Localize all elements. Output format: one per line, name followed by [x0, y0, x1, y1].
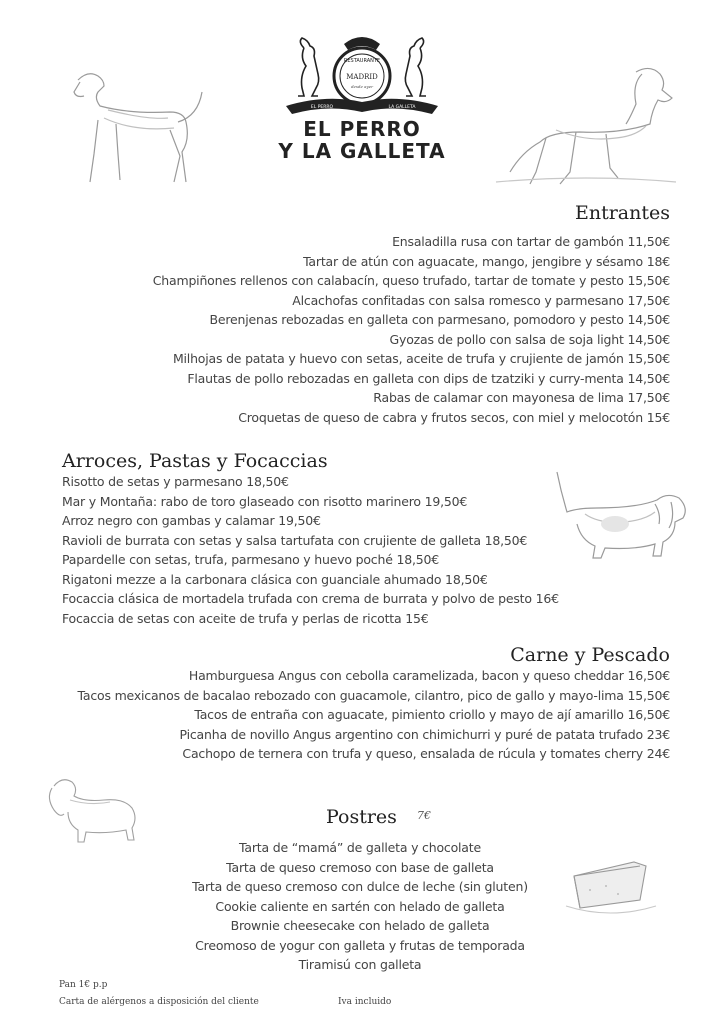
footer-bread-note: Pan 1€ p.p	[59, 980, 108, 990]
menu-item: Gyozas de pollo con salsa de soja light 14,50€	[389, 331, 670, 347]
menu-item: Tartar de atún con aguacate, mango, jengibre y sésamo 18€	[303, 253, 670, 269]
menu-item: Tacos mexicanos de bacalao rebozado con guacamole, cilantro, pico de gallo y mayo-lima 15,50€	[77, 687, 670, 703]
menu-item: Alcachofas confitadas con salsa romesco y parmesano 17,50€	[292, 292, 670, 308]
brand-title	[262, 118, 462, 162]
menu-item: Tiramisú con galleta	[298, 957, 422, 972]
menu-item: Picanha de novillo Angus argentino con chimichurri y puré de patata trufado 23€	[179, 726, 670, 742]
footer-iva-note: Iva incluido	[338, 997, 392, 1007]
menu-item: Focaccia clásica de mortadela trufada con crema de burrata y polvo de pesto 16€	[62, 591, 559, 606]
menu-item: Berenjenas rebozadas en galleta con parmesano, pomodoro y pesto 14,50€	[209, 312, 670, 327]
section-title-postres: Postres	[326, 806, 397, 828]
section-title-carne: Carne y Pescado	[510, 644, 670, 666]
section-title-arroces: Arroces, Pastas y Focaccias	[62, 450, 328, 472]
menu-item: Rigatoni mezze a la carbonara clásica con guanciale ahumado 18,50€	[62, 571, 488, 587]
menu-item: Creomoso de yogur con galleta y frutas de temporada	[195, 937, 525, 953]
setter-dog-illustration	[486, 52, 686, 192]
entrantes-list	[50, 232, 670, 427]
menu-item: Champiñones rellenos con calabacín, queso trufado, tartar de tomate y pesto 15,50€	[152, 273, 670, 288]
menu-item: Tarta de queso cremoso con base de galleta	[226, 859, 494, 875]
menu-item: Croquetas de queso de cabra y frutos secos, con miel y melocotón 15€	[238, 409, 670, 425]
postres-list	[160, 838, 560, 975]
menu-item: Risotto de setas y parmesano 18,50€	[62, 474, 289, 489]
menu-item: Flautas de pollo rebozadas en galleta con dips de tzatziki y curry-menta 14,50€	[187, 370, 670, 386]
crest-top-text: RESTAURANTE	[343, 58, 381, 64]
menu-item: Tarta de queso cremoso con dulce de leche (sin gluten)	[192, 879, 528, 894]
menu-item: Cachopo de ternera con trufa y queso, ensalada de rúcula y tomates cherry 24€	[182, 746, 670, 761]
menu-item: Milhojas de patata y huevo con setas, aceite de trufa y crujiente de jamón 15,50€	[172, 351, 670, 366]
menu-item: Ensaladilla rusa con tartar de gambón 11,50€	[392, 234, 670, 249]
brand-line-1: EL PERRO	[303, 117, 421, 141]
menu-item: Papardelle con setas, trufa, parmesano y huevo poché 18,50€	[62, 552, 439, 567]
pointer-dog-illustration	[58, 60, 208, 190]
cake-slice-illustration	[560, 850, 660, 920]
footer-allergens-note: Carta de alérgenos a disposición del cliente	[59, 997, 259, 1007]
menu-item: Hamburguesa Angus con cebolla caramelizada, bacon y queso cheddar 16,50€	[188, 668, 670, 683]
crest-ribbon-right: LA GALLETA	[388, 105, 416, 110]
menu-item: Brownie cheesecake con helado de galleta	[230, 918, 490, 933]
menu-item: Cookie caliente en sartén con helado de galleta	[215, 898, 505, 914]
menu-item: Tarta de “mamá” de galleta y chocolate	[239, 840, 481, 855]
crest-city-text: MADRID	[346, 73, 378, 81]
crest-ribbon-left: EL PERRO	[310, 105, 334, 110]
crest-sub-text: desde ayer	[350, 84, 374, 89]
menu-item: Focaccia de setas con aceite de trufa y perlas de ricotta 15€	[62, 610, 429, 626]
postres-price: 7€	[417, 809, 431, 822]
menu-item: Mar y Montaña: rabo de toro glaseado con risotto marinero 19,50€	[62, 493, 468, 509]
carne-list	[10, 666, 670, 764]
section-title-entrantes: Entrantes	[574, 202, 670, 224]
restaurant-crest-logo	[282, 36, 442, 120]
brand-line-2: Y LA GALLETA	[278, 139, 446, 163]
small-spaniel-illustration	[40, 770, 145, 845]
menu-item: Tacos de entraña con aguacate, pimiento criollo y mayo de ají amarillo 16,50€	[194, 707, 670, 722]
menu-item: Arroz negro con gambas y calamar 19,50€	[62, 513, 321, 528]
menu-item: Ravioli de burrata con setas y salsa tartufata con crujiente de galleta 18,50€	[62, 532, 528, 548]
menu-item: Rabas de calamar con mayonesa de lima 17,50€	[373, 390, 670, 405]
arroces-list	[62, 472, 582, 628]
